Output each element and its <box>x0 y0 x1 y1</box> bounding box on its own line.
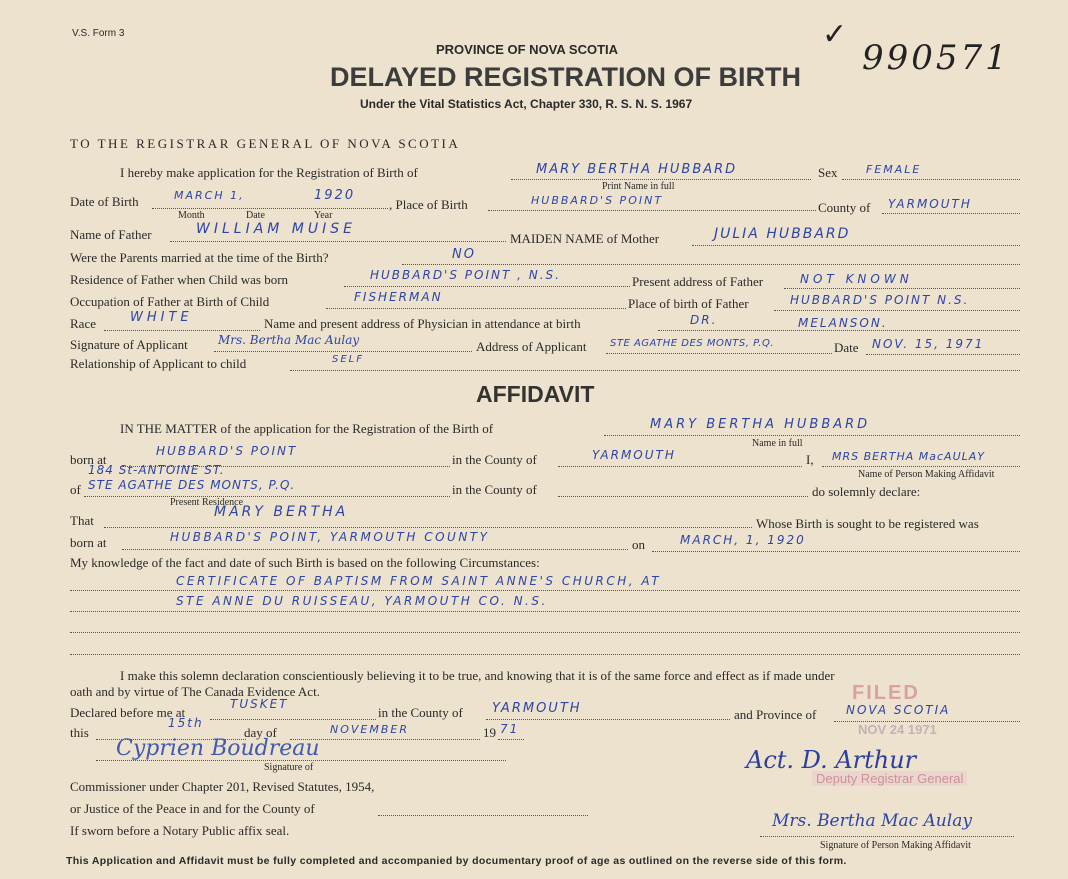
that-value: MARY BERTHA <box>214 504 349 520</box>
sig-applicant-label: Signature of Applicant <box>70 337 188 352</box>
signature-caption: Signature of <box>264 762 314 773</box>
addressee-line: TO THE REGISTRAR GENERAL OF NOVA SCOTIA <box>70 136 461 151</box>
residence-caption: Present Residence <box>170 497 244 508</box>
physician-label: Name and present address of Physician in attendance at birth <box>264 316 581 331</box>
knowledge-label: My knowledge of the fact and date of such Birth is based on the following Circumstances: <box>70 555 540 570</box>
person-line <box>822 466 1020 467</box>
notary-text: If sworn before a Notary Public affix seal. <box>70 823 290 838</box>
that-label: That <box>70 513 94 528</box>
birthplace-father-value: HUBBARD'S POINT N.S. <box>790 293 970 307</box>
matter-label: IN THE MATTER of the application for the Registration of the Birth of <box>120 421 494 436</box>
addr-applicant-line <box>606 353 832 354</box>
affidavit-name-line <box>604 435 1020 436</box>
mother-line <box>692 245 1020 246</box>
applicant-signature-line <box>760 836 1014 837</box>
on-value: MARCH, 1, 1920 <box>680 533 806 547</box>
applicant-affidavit-signature: Mrs. Bertha Mac Aulay <box>772 811 972 831</box>
date-value: NOV. 15, 1971 <box>872 337 985 351</box>
county-value-3: YARMOUTH <box>492 701 582 716</box>
occupation-value: FISHERMAN <box>354 290 443 304</box>
county-value: YARMOUTH <box>888 197 972 211</box>
residence-county-line <box>558 496 808 497</box>
in-county-label: in the County of <box>452 452 537 467</box>
married-label: Were the Parents married at the time of the Birth? <box>70 250 329 265</box>
born-at-value: HUBBARD'S POINT <box>156 444 298 458</box>
present-father-value: NOT KNOWN <box>800 272 913 286</box>
father-line <box>170 241 506 242</box>
this-value: 15th <box>168 716 204 730</box>
sig-applicant-value: Mrs. Bertha Mac Aulay <box>218 333 360 347</box>
birthplace-father-label: Place of birth of Father <box>628 296 749 311</box>
present-father-label: Present address of Father <box>632 274 764 289</box>
occupation-label: Occupation of Father at Birth of Child <box>70 294 270 309</box>
affidavit-county-value: YARMOUTH <box>592 448 676 462</box>
dob-line <box>152 208 388 209</box>
county-label: County of <box>818 200 871 215</box>
commissioner-signature-line <box>96 760 506 761</box>
declared-value: TUSKET <box>230 697 289 711</box>
child-name-value: MARY BERTHA HUBBARD <box>536 162 738 177</box>
circumstances-line-3 <box>70 632 1020 633</box>
dob-year-value: 1920 <box>314 188 356 203</box>
married-value: NO <box>452 247 476 262</box>
year-line <box>498 739 524 740</box>
father-label: Name of Father <box>70 227 152 242</box>
day-of-label: day of <box>244 725 277 740</box>
addr-applicant-label: Address of Applicant <box>476 339 587 354</box>
circumstances-value-1: CERTIFICATE OF BAPTISM FROM SAINT ANNE'S CHURCH, AT <box>176 574 662 588</box>
province-label: and Province of <box>734 707 817 722</box>
affidavit-county-line <box>558 466 802 467</box>
residence-value: STE AGATHE DES MONTS, P.Q. <box>88 478 296 492</box>
residence-line <box>84 496 450 497</box>
on-label: on <box>632 537 645 552</box>
person-caption: Name of Person Making Affidavit <box>858 469 995 480</box>
birthplace-father-line <box>774 310 1020 311</box>
county-line-3 <box>486 719 730 720</box>
born-at-line-2 <box>122 549 628 550</box>
form-subtitle: Under the Vital Statistics Act, Chapter 330, R. S. N. S. 1967 <box>360 97 693 111</box>
relationship-line <box>290 370 1020 371</box>
month-caption: Month <box>178 210 205 221</box>
born-at-label-2: born at <box>70 535 107 550</box>
affidavit-name-value: MARY BERTHA HUBBARD <box>650 417 871 432</box>
circumstances-line-2 <box>70 611 1020 612</box>
declared-line <box>210 719 376 720</box>
declared-label: Declared before me at <box>70 705 186 720</box>
child-name-line <box>511 179 811 180</box>
this-label: this <box>70 725 89 740</box>
county-label-3: in the County of <box>378 705 463 720</box>
province-heading: PROVINCE OF NOVA SCOTIA <box>436 42 619 57</box>
street-value: 184 St-ANTOINE ST. <box>88 463 225 477</box>
applicant-signature-caption: Signature of Person Making Affidavit <box>820 840 971 851</box>
whose-birth-label: Whose Birth is sought to be registered was <box>756 516 979 531</box>
relationship-value: SELF <box>332 354 364 365</box>
relationship-label: Relationship of Applicant to child <box>70 356 247 371</box>
filed-stamp: FILED <box>852 682 920 704</box>
person-value: MRS BERTHA MacAULAY <box>832 450 985 463</box>
check-mark: ✓ <box>822 17 848 52</box>
form-title: DELAYED REGISTRATION OF BIRTH <box>330 62 802 92</box>
justice-text: or Justice of the Peace in and for the County of <box>70 801 315 816</box>
date-line <box>866 354 1020 355</box>
race-value: WHITE <box>130 310 193 325</box>
res-father-line <box>344 286 630 287</box>
circumstances-value-2: STE ANNE DU RUISSEAU, YARMOUTH CO. N.S. <box>176 594 548 608</box>
place-value: HUBBARD'S POINT <box>531 194 664 207</box>
occupation-line <box>326 308 626 309</box>
physician-value: MELANSON. <box>798 316 888 330</box>
in-county-label-2: in the County of <box>452 482 537 497</box>
i-label: I, <box>806 452 814 467</box>
commissioner-signature: Cyprien Boudreau <box>116 736 320 761</box>
form-number: V.S. Form 3 <box>72 28 125 39</box>
res-father-value: HUBBARD'S POINT , N.S. <box>370 268 561 282</box>
sex-label: Sex <box>818 165 838 180</box>
solemn-declaration-2: oath and by virtue of The Canada Evidence Act. <box>70 684 320 699</box>
addr-applicant-value: STE AGATHE DES MONTS, P.Q. <box>610 338 775 349</box>
date-caption: Date <box>246 210 265 221</box>
registrar-stamp-title: Deputy Registrar General <box>812 771 967 786</box>
place-line <box>488 210 816 211</box>
name-caption: Name in full <box>752 438 803 449</box>
circumstances-line-1 <box>70 590 1020 591</box>
province-value: NOVA SCOTIA <box>846 703 951 717</box>
intro-label: I hereby make application for the Registration of Birth of <box>120 165 418 180</box>
year-caption: Year <box>314 210 333 221</box>
father-value: WILLIAM MUISE <box>196 221 356 237</box>
present-father-line <box>784 288 1020 289</box>
justice-county-line <box>378 815 588 816</box>
affidavit-heading: AFFIDAVIT <box>476 381 595 407</box>
of-label: of <box>70 482 81 497</box>
born-at-value-2: HUBBARD'S POINT, YARMOUTH COUNTY <box>170 530 490 544</box>
physician-prefix: DR. <box>690 313 718 327</box>
mother-value: JULIA HUBBARD <box>714 226 851 242</box>
dob-label: Date of Birth <box>70 194 139 209</box>
sex-line <box>842 179 1020 180</box>
dob-month-value: MARCH 1, <box>174 189 245 202</box>
month-value: NOVEMBER <box>330 723 409 736</box>
res-father-label: Residence of Father when Child was born <box>70 272 289 287</box>
print-name-caption: Print Name in full <box>602 181 675 192</box>
footer-note: This Application and Affidavit must be fully completed and accompanied by documentary proof of age as outlined on the reverse side of this form. <box>66 855 847 867</box>
county-line <box>882 213 1020 214</box>
race-label: Race <box>70 316 96 331</box>
commissioner-text: Commissioner under Chapter 201, Revised Statutes, 1954, <box>70 779 375 794</box>
on-line <box>652 551 1020 552</box>
year-value: 71 <box>500 722 520 736</box>
place-label: , Place of Birth <box>389 197 468 212</box>
solemn-declaration-1: I make this solemn declaration conscientiously believing it to be true, and knowing that it is of the same force and effect as if made under <box>120 668 835 683</box>
date-label: Date <box>834 340 859 355</box>
that-line <box>104 527 752 528</box>
declare-label: do solemnly declare: <box>812 484 921 499</box>
filed-stamp-date: NOV 24 1971 <box>858 722 937 737</box>
married-line <box>402 264 1020 265</box>
sex-value: FEMALE <box>866 163 922 176</box>
mother-label: MAIDEN NAME of Mother <box>510 231 660 246</box>
file-number: 990571 <box>862 38 1010 78</box>
circumstances-line-4 <box>70 654 1020 655</box>
born-at-label: born at <box>70 452 107 467</box>
registrar-signature: Act. D. Arthur <box>746 746 917 774</box>
year-prefix: 19 <box>483 725 496 740</box>
